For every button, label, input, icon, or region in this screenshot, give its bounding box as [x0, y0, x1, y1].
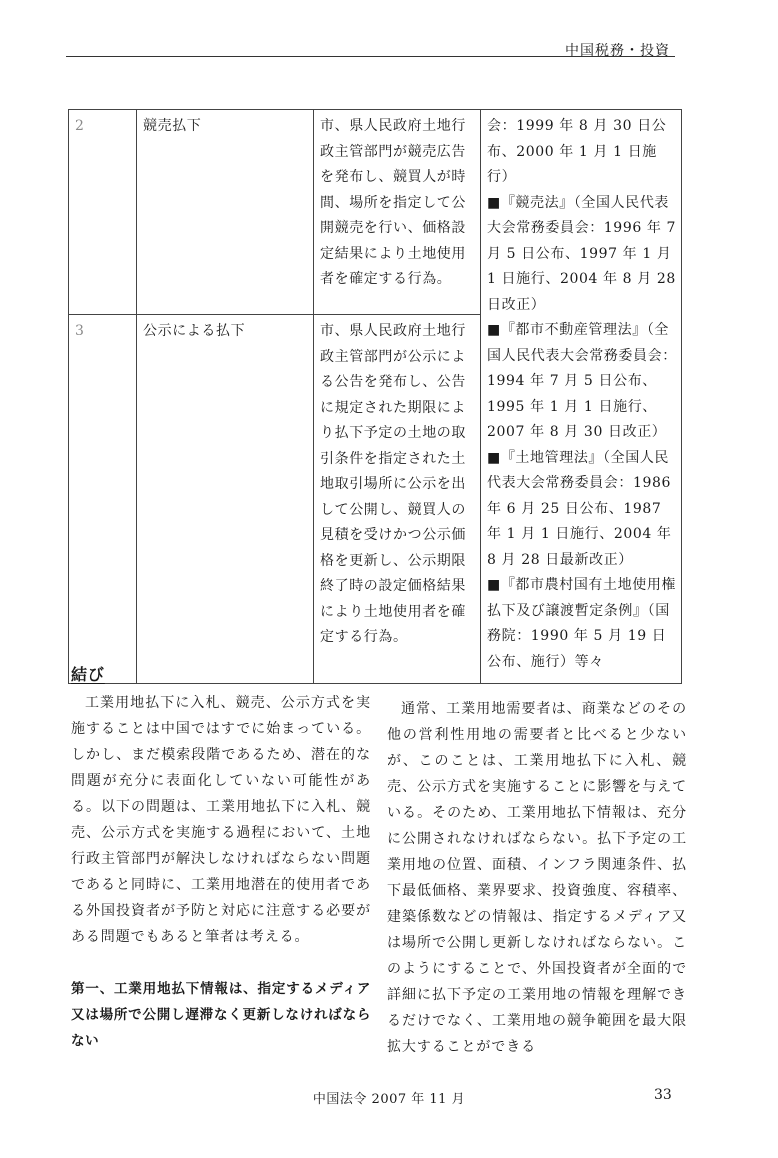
- point1-paragraph: 通常、工業用地需要者は、商業などのその他の営利性用地の需要者と比べると少ないが、このことは、工業用地払下に入札、競売、公示方式を実施することに影響を与えている。そのため、工業用地払下情報は、充分に公開されなければならない。払下予定の工業用地の位置、面積、インフラ関連条件、払下最低価格、業界要求、投資強度、容積率、建築係数などの情報は、指定するメディア又は場所で公開し更新しなければならない。このようにすることで、外国投資者が全面的で詳細に払下予定の工業用地の情報を理解できるだけでなく、工業用地の競争範囲を最大限拡大することができる: [387, 701, 687, 1055]
- law-entry: 会：1999 年 8 月 30 日公布、2000 年 1 月 1 日施行）: [487, 118, 667, 185]
- intro-paragraph: 工業用地払下に入札、競売、公示方式を実施することは中国ではすでに始まっている。しかし、まだ模索段階であるため、潜在的な問題が充分に表面化していない可能性がある。以下の問題は、工業用地払下に入札、競売、公示方式を実施する過程において、土地行政主管部門が解決しなければならない問題であると同時に、工業用地潜在的使用者である外国投資者が予防と対応に注意する必要がある問題でもあると筆者は考える。: [71, 695, 371, 945]
- method-description: 市、県人民政府土地行政主管部門が競売広告を発布し、競買人が時間、場所を指定して公開競売を行い、価格設定結果により土地使用者を確定する行為。: [314, 110, 481, 315]
- law-entry: ■『都市農村国有土地使用権払下及び譲渡暫定条例』（国務院：1990 年 5 月 19 日公布、施行）等々: [487, 577, 677, 670]
- row-number: 3: [69, 315, 137, 684]
- table-row: [69, 110, 682, 315]
- page-number: 33: [654, 1087, 672, 1103]
- land-disposal-methods-table: [68, 109, 682, 684]
- header-section-title: 中国税務・投資: [565, 43, 670, 59]
- method-name: 競売払下: [137, 110, 314, 315]
- paragraph-gap: [71, 950, 371, 976]
- law-entry: ■『競売法』（全国人民代表大会常務委員会：1996 年 7 月 5 日公布、1997 年 1 月 1 日施行、2004 年 8 月 28 日改正）: [487, 194, 677, 313]
- row-number: 2: [69, 110, 137, 315]
- law-entry: ■『土地管理法』（全国人民代表大会常務委員会：1986 年 6 月 25 日公布、1987 年 1 月 1 日施行、2004 年 8 月 28 日最新改正）: [487, 449, 672, 568]
- header-rule: [66, 56, 675, 57]
- point1-heading: 第一、工業用地払下情報は、指定するメディア又は場所で公開し遅滞なく更新しなければならない: [71, 981, 371, 1049]
- law-entry: ■『都市不動産管理法』（全国人民代表大会常務委員会：1994 年 7 月 5 日公布、1995 年 1 月 1 日施行、2007 年 8 月 30 日改正）: [487, 322, 677, 440]
- right-column: [387, 666, 687, 1060]
- legal-basis-cell: [481, 110, 682, 684]
- method-name: 公示による払下: [137, 315, 314, 684]
- method-description: 市、県人民政府土地行政主管部門が公示による公告を発布し、公告に規定された期限により払下予定の土地の取引条件を指定された土地取引場所に公示を出して公開し、競買人の見積を受けかつ公示価格を更新し、公示期限終了時の設定価格結果により土地使用者を確定する行為。: [314, 315, 481, 684]
- heading-continuation-space: [387, 666, 687, 696]
- left-column: [71, 662, 371, 1054]
- section-title: 結び: [71, 665, 105, 684]
- footer-publication: 中国法令 2007 年 11 月: [312, 1092, 466, 1107]
